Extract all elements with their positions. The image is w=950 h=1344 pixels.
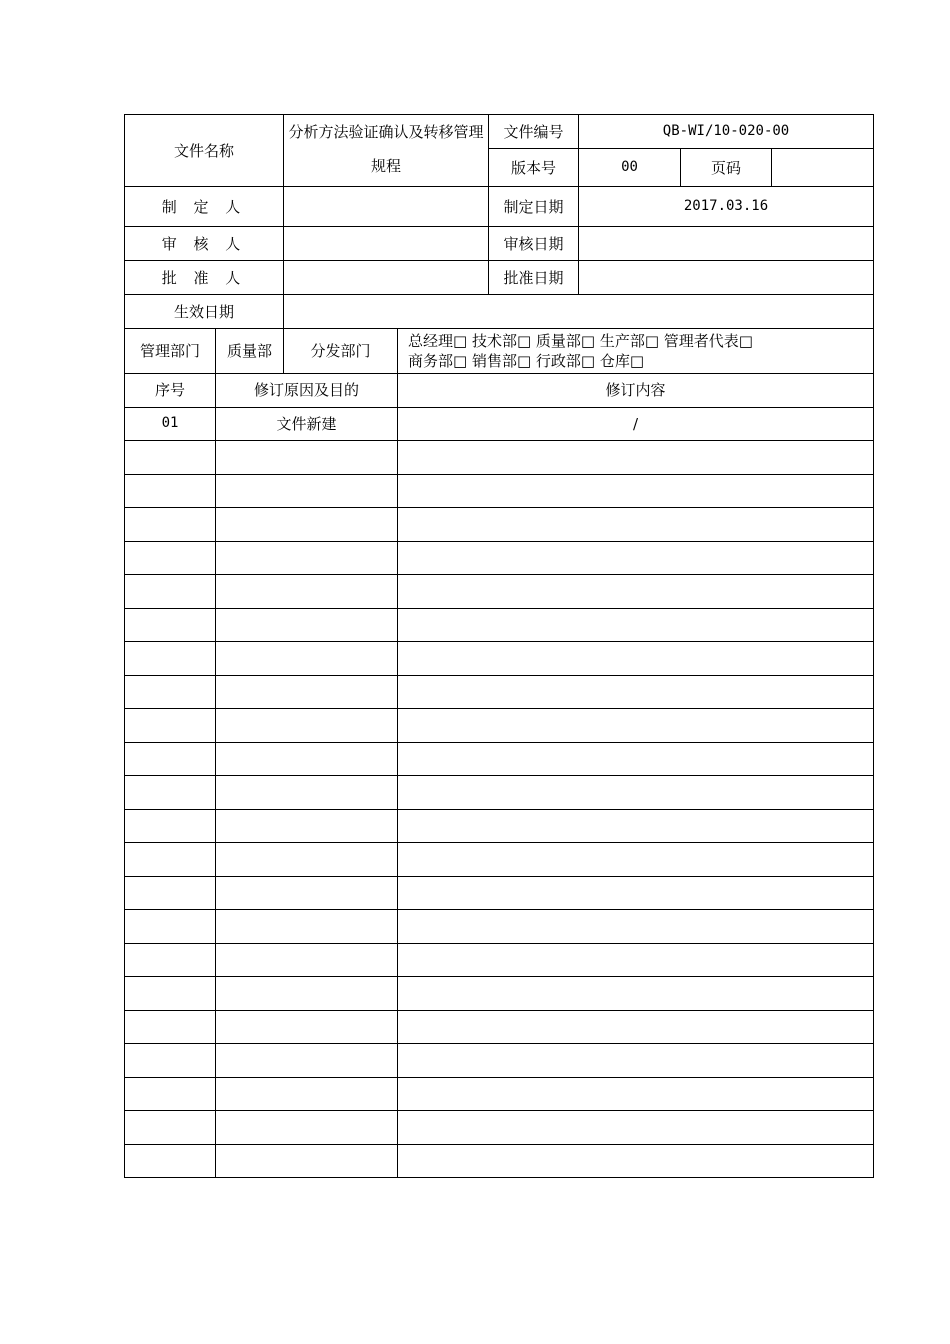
table-row xyxy=(125,1044,874,1078)
page-value xyxy=(772,149,874,187)
revision-content xyxy=(398,910,874,944)
table-row xyxy=(125,1010,874,1044)
revision-seq xyxy=(125,977,216,1011)
revision-reason xyxy=(216,1010,398,1044)
revision-seq xyxy=(125,474,216,508)
table-row xyxy=(125,474,874,508)
drafter-label: 制 定 人 xyxy=(125,187,284,227)
revision-seq xyxy=(125,1044,216,1078)
revision-reason xyxy=(216,910,398,944)
revision-content xyxy=(398,977,874,1011)
revision-seq xyxy=(125,910,216,944)
revision-seq: 01 xyxy=(125,407,216,441)
revision-content xyxy=(398,474,874,508)
revision-content xyxy=(398,843,874,877)
revision-reason xyxy=(216,1111,398,1145)
revision-seq xyxy=(125,1077,216,1111)
table-row xyxy=(125,876,874,910)
table-row xyxy=(125,1077,874,1111)
revision-seq xyxy=(125,943,216,977)
version-value: 00 xyxy=(579,149,681,187)
revision-body xyxy=(125,374,874,1178)
table-row xyxy=(125,709,874,743)
revision-seq xyxy=(125,742,216,776)
revision-seq xyxy=(125,608,216,642)
header-table xyxy=(124,114,874,329)
mgmt-dept-label: 管理部门 xyxy=(125,329,216,374)
dist-dept-line-1: 总经理□ 技术部□ 质量部□ 生产部□ 管理者代表□ xyxy=(408,332,753,350)
revision-seq xyxy=(125,441,216,475)
table-row xyxy=(125,910,874,944)
dist-dept-label: 分发部门 xyxy=(284,329,398,374)
revision-seq xyxy=(125,675,216,709)
revision-header-reason: 修订原因及目的 xyxy=(216,374,398,407)
dist-dept-list xyxy=(398,329,874,374)
revision-seq xyxy=(125,508,216,542)
table-row xyxy=(125,508,874,542)
page-label: 页码 xyxy=(681,149,772,187)
revision-seq xyxy=(125,776,216,810)
file-no-value: QB-WI/10-020-00 xyxy=(579,115,874,149)
revision-header-content: 修订内容 xyxy=(398,374,874,407)
revision-content xyxy=(398,608,874,642)
revision-seq xyxy=(125,575,216,609)
revision-seq xyxy=(125,1111,216,1145)
effective-date-value xyxy=(284,295,874,329)
reviewer-label: 审 核 人 xyxy=(125,227,284,261)
revision-seq xyxy=(125,876,216,910)
table-row xyxy=(125,977,874,1011)
revision-seq xyxy=(125,1010,216,1044)
table-row xyxy=(125,675,874,709)
table-row xyxy=(125,441,874,475)
table-row xyxy=(125,608,874,642)
revision-reason xyxy=(216,1144,398,1178)
file-name-value: 分析方法验证确认及转移管理规程 xyxy=(284,115,489,187)
approve-date-label: 批准日期 xyxy=(489,261,579,295)
revision-content xyxy=(398,508,874,542)
draft-date-label: 制定日期 xyxy=(489,187,579,227)
revision-reason xyxy=(216,575,398,609)
table-row xyxy=(125,1144,874,1178)
table-row xyxy=(125,742,874,776)
approver-value xyxy=(284,261,489,295)
version-label: 版本号 xyxy=(489,149,579,187)
mgmt-dept-value: 质量部 xyxy=(216,329,284,374)
revision-reason xyxy=(216,809,398,843)
approve-date-value xyxy=(579,261,874,295)
drafter-value xyxy=(284,187,489,227)
revision-header-row xyxy=(125,374,874,407)
revision-content xyxy=(398,441,874,475)
dist-dept-line-2: 商务部□ 销售部□ 行政部□ 仓库□ xyxy=(408,352,644,370)
revision-reason xyxy=(216,508,398,542)
revision-content xyxy=(398,776,874,810)
table-row xyxy=(125,809,874,843)
revision-seq xyxy=(125,709,216,743)
revision-content xyxy=(398,642,874,676)
effective-date-label: 生效日期 xyxy=(125,295,284,329)
revision-content xyxy=(398,1111,874,1145)
distribution-revision-table xyxy=(124,329,874,374)
revision-reason xyxy=(216,977,398,1011)
revision-seq xyxy=(125,809,216,843)
revision-reason xyxy=(216,1077,398,1111)
revision-reason xyxy=(216,474,398,508)
revision-seq xyxy=(125,843,216,877)
file-name-label: 文件名称 xyxy=(125,115,284,187)
table-row xyxy=(125,575,874,609)
revision-reason xyxy=(216,876,398,910)
revision-content xyxy=(398,876,874,910)
revision-reason xyxy=(216,776,398,810)
revision-content xyxy=(398,575,874,609)
table-row xyxy=(125,843,874,877)
revision-content xyxy=(398,1077,874,1111)
table-row xyxy=(125,407,874,441)
revision-content xyxy=(398,541,874,575)
revision-content: / xyxy=(398,407,874,441)
revision-seq xyxy=(125,642,216,676)
table-row xyxy=(125,943,874,977)
revision-content xyxy=(398,675,874,709)
revision-reason xyxy=(216,642,398,676)
table-row xyxy=(125,541,874,575)
revision-content xyxy=(398,943,874,977)
revision-reason xyxy=(216,608,398,642)
file-no-label: 文件编号 xyxy=(489,115,579,149)
review-date-label: 审核日期 xyxy=(489,227,579,261)
revision-reason xyxy=(216,541,398,575)
revision-seq xyxy=(125,541,216,575)
revision-content xyxy=(398,809,874,843)
revision-reason xyxy=(216,441,398,475)
revision-table xyxy=(124,374,874,1178)
revision-content xyxy=(398,742,874,776)
draft-date-value: 2017.03.16 xyxy=(579,187,874,227)
table-row xyxy=(125,776,874,810)
revision-content xyxy=(398,1010,874,1044)
table-row xyxy=(125,642,874,676)
document-form xyxy=(124,114,873,1178)
revision-content xyxy=(398,1144,874,1178)
revision-reason: 文件新建 xyxy=(216,407,398,441)
revision-seq xyxy=(125,1144,216,1178)
revision-reason xyxy=(216,843,398,877)
revision-header-seq: 序号 xyxy=(125,374,216,407)
reviewer-value xyxy=(284,227,489,261)
revision-content xyxy=(398,709,874,743)
approver-label: 批 准 人 xyxy=(125,261,284,295)
revision-reason xyxy=(216,943,398,977)
revision-reason xyxy=(216,709,398,743)
revision-reason xyxy=(216,742,398,776)
revision-reason xyxy=(216,675,398,709)
revision-content xyxy=(398,1044,874,1078)
review-date-value xyxy=(579,227,874,261)
table-row xyxy=(125,1111,874,1145)
revision-reason xyxy=(216,1044,398,1078)
